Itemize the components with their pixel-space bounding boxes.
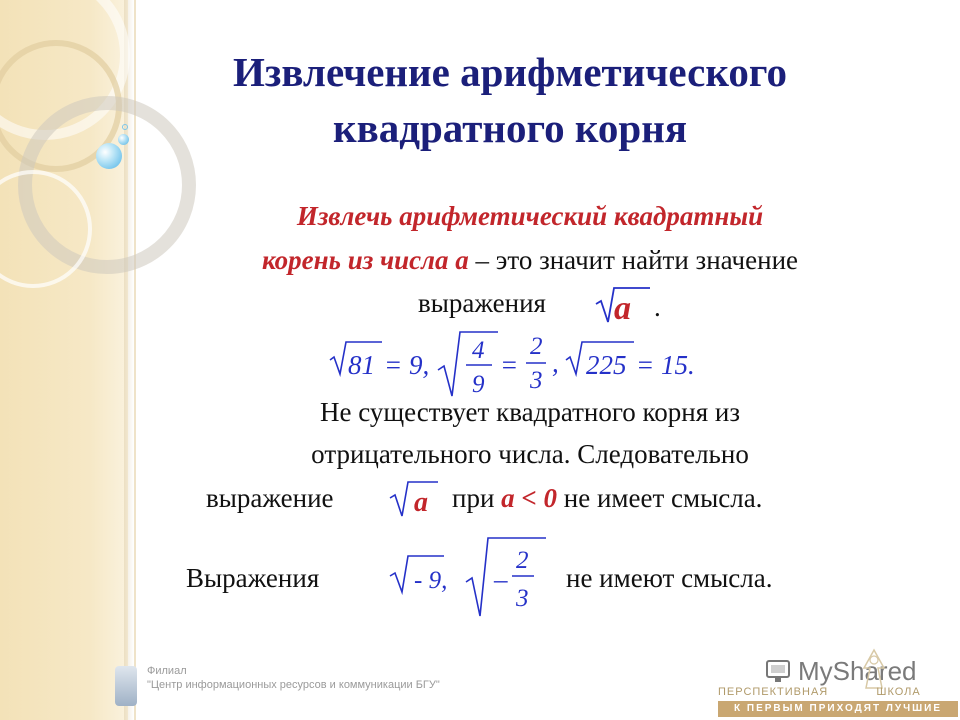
sqrt-a-statement	[386, 478, 446, 520]
definition-period: .	[654, 292, 661, 322]
definition-rest: – это значит найти значение	[468, 245, 799, 275]
banner-line-1b: ШКОЛА	[876, 686, 921, 698]
footer-banner	[718, 646, 958, 720]
statement-condition: a < 0	[501, 483, 558, 513]
example-2-equals: =	[500, 350, 519, 380]
banner-line-2: К ПЕРВЫМ ПРИХОДЯТ ЛУЧШИЕ	[718, 701, 958, 717]
site-name: MyShared	[798, 656, 917, 686]
slide-title	[110, 44, 910, 156]
statement-when: при	[452, 483, 502, 513]
myshared-logo-icon	[764, 658, 794, 686]
invalid-2-denominator: 3	[516, 585, 529, 612]
definition-line-2	[140, 242, 920, 278]
example-2-result-numerator: 2	[530, 333, 543, 360]
statement-tail: не имеет смысла.	[557, 483, 763, 513]
example-2-numerator: 4	[472, 337, 485, 364]
example-3-result: = 15.	[636, 350, 695, 380]
statement-line-1: Не существует квадратного корня из	[320, 397, 740, 427]
sqrt-a-expression	[590, 282, 670, 326]
example-1-arg: 81	[348, 350, 375, 380]
definition-expression-label: выражения	[418, 288, 546, 318]
example-2-denominator: 9	[472, 371, 485, 398]
statement-sqrt-arg: a	[414, 487, 428, 518]
example-2-comma: ,	[552, 348, 559, 378]
invalid-label: Выражения	[186, 563, 320, 593]
example-3-arg: 225	[586, 350, 627, 380]
invalid-2-sign: –	[494, 564, 508, 594]
definition-line-1	[180, 198, 880, 234]
invalid-expressions	[386, 536, 556, 620]
title-line-2: квадратного корня	[332, 105, 688, 151]
branch-logo-icon	[115, 666, 137, 706]
definition-red-line-1: Извлечь арифметический квадратный	[296, 201, 764, 231]
statement-line-2: отрицательного числа. Следовательно	[311, 439, 749, 469]
variable-a: a	[455, 245, 469, 275]
statement-line-3-rest	[452, 480, 872, 516]
branch-line-1: Филиал	[147, 665, 187, 677]
example-2-result-denominator: 3	[530, 367, 543, 394]
definition-red-phrase: корень из числа	[261, 245, 456, 275]
branch-line-2: "Центр информационных ресурсов и коммуникации БГУ"	[147, 679, 440, 691]
examples-formula	[326, 330, 726, 400]
title-line-1: Извлечение арифметического	[232, 49, 788, 95]
statement-line-3-label: выражение	[206, 483, 334, 513]
example-1-result: = 9,	[384, 350, 430, 380]
invalid-2-numerator: 2	[516, 547, 529, 574]
banner-line-1a: ПЕРСПЕКТИВНАЯ	[718, 686, 829, 698]
sqrt-a-arg: a	[614, 290, 631, 326]
invalid-suffix: не имеют смысла.	[566, 563, 773, 593]
invalid-1-arg: - 9,	[414, 567, 448, 594]
